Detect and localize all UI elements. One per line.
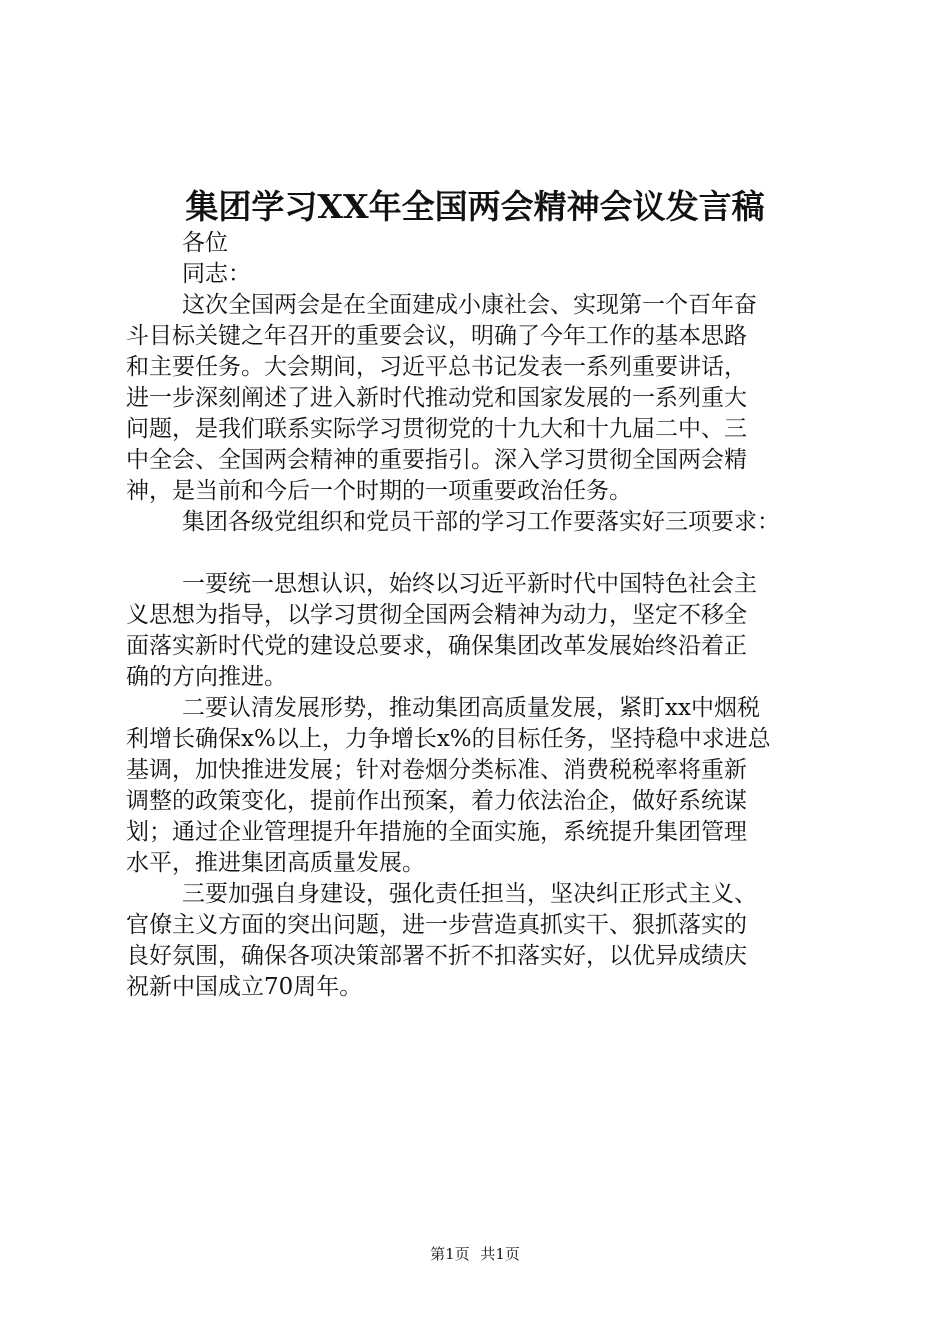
paragraph-line: 义思想为指导，以学习贯彻全国两会精神为动力，坚定不移全: [126, 602, 747, 628]
paragraph-line: 面落实新时代党的建设总要求，确保集团改革发展始终沿着正: [126, 633, 747, 659]
paragraph-line: 二要认清发展形势，推动集团高质量发展，紧盯xx中烟税: [182, 695, 760, 721]
page-number-total: 共1页: [480, 1245, 520, 1263]
paragraph-line: 斗目标关键之年召开的重要会议，明确了今年工作的基本思路: [126, 323, 747, 349]
paragraph-requirements-lead: [126, 507, 846, 538]
salutation-line-1: 各位: [182, 230, 228, 256]
paragraph-line: 进一步深刻阐述了进入新时代推动党和国家发展的一系列重大: [126, 385, 747, 411]
paragraph-intro: [126, 290, 846, 507]
paragraph-line: 一要统一思想认识，始终以习近平新时代中国特色社会主: [182, 571, 757, 597]
paragraph-line: 中全会、全国两会精神的重要指引。深入学习贯彻全国两会精: [126, 447, 747, 473]
paragraph-requirement-1: [126, 569, 846, 693]
paragraph-line: 划；通过企业管理提升年措施的全面实施，系统提升集团管理: [126, 819, 747, 845]
blank-line: [126, 538, 846, 569]
paragraph-line: 利增长确保x%以上，力争增长x%的目标任务，坚持稳中求进总: [126, 726, 771, 752]
salutation-line-2: 同志：: [182, 261, 251, 287]
paragraph-line: 问题，是我们联系实际学习贯彻党的十九大和十九届二中、三: [126, 416, 747, 442]
paragraph-line: 神，是当前和今后一个时期的一项重要政治任务。: [126, 478, 632, 504]
document-title: 集团学习XX年全国两会精神会议发言稿: [185, 187, 765, 226]
paragraph-line: 良好氛围，确保各项决策部署不折不扣落实好，以优异成绩庆: [126, 943, 747, 969]
page-number-current: 第1页: [430, 1245, 470, 1263]
paragraph-line: 官僚主义方面的突出问题，进一步营造真抓实干、狠抓落实的: [126, 912, 747, 938]
paragraph-line: 确的方向推进。: [126, 664, 287, 690]
paragraph-requirement-2: [126, 693, 846, 879]
page-footer: [0, 1244, 950, 1264]
paragraph-line: 和主要任务。大会期间，习近平总书记发表一系列重要讲话，: [126, 354, 747, 380]
paragraph-line: 这次全国两会是在全面建成小康社会、实现第一个百年奋: [182, 292, 757, 318]
paragraph-line: 祝新中国成立70周年。: [126, 974, 363, 1000]
paragraph-line: 水平，推进集团高质量发展。: [126, 850, 425, 876]
paragraph-line: 基调，加快推进发展；针对卷烟分类标准、消费税税率将重新: [126, 757, 747, 783]
paragraph-line: 三要加强自身建设，强化责任担当，坚决纠正形式主义、: [182, 881, 757, 907]
paragraph-line: 集团各级党组织和党员干部的学习工作要落实好三项要求：: [182, 509, 780, 535]
document-body: [126, 228, 846, 1003]
paragraph-requirement-3: [126, 879, 846, 1003]
paragraph-line: 调整的政策变化，提前作出预案，着力依法治企，做好系统谋: [126, 788, 747, 814]
